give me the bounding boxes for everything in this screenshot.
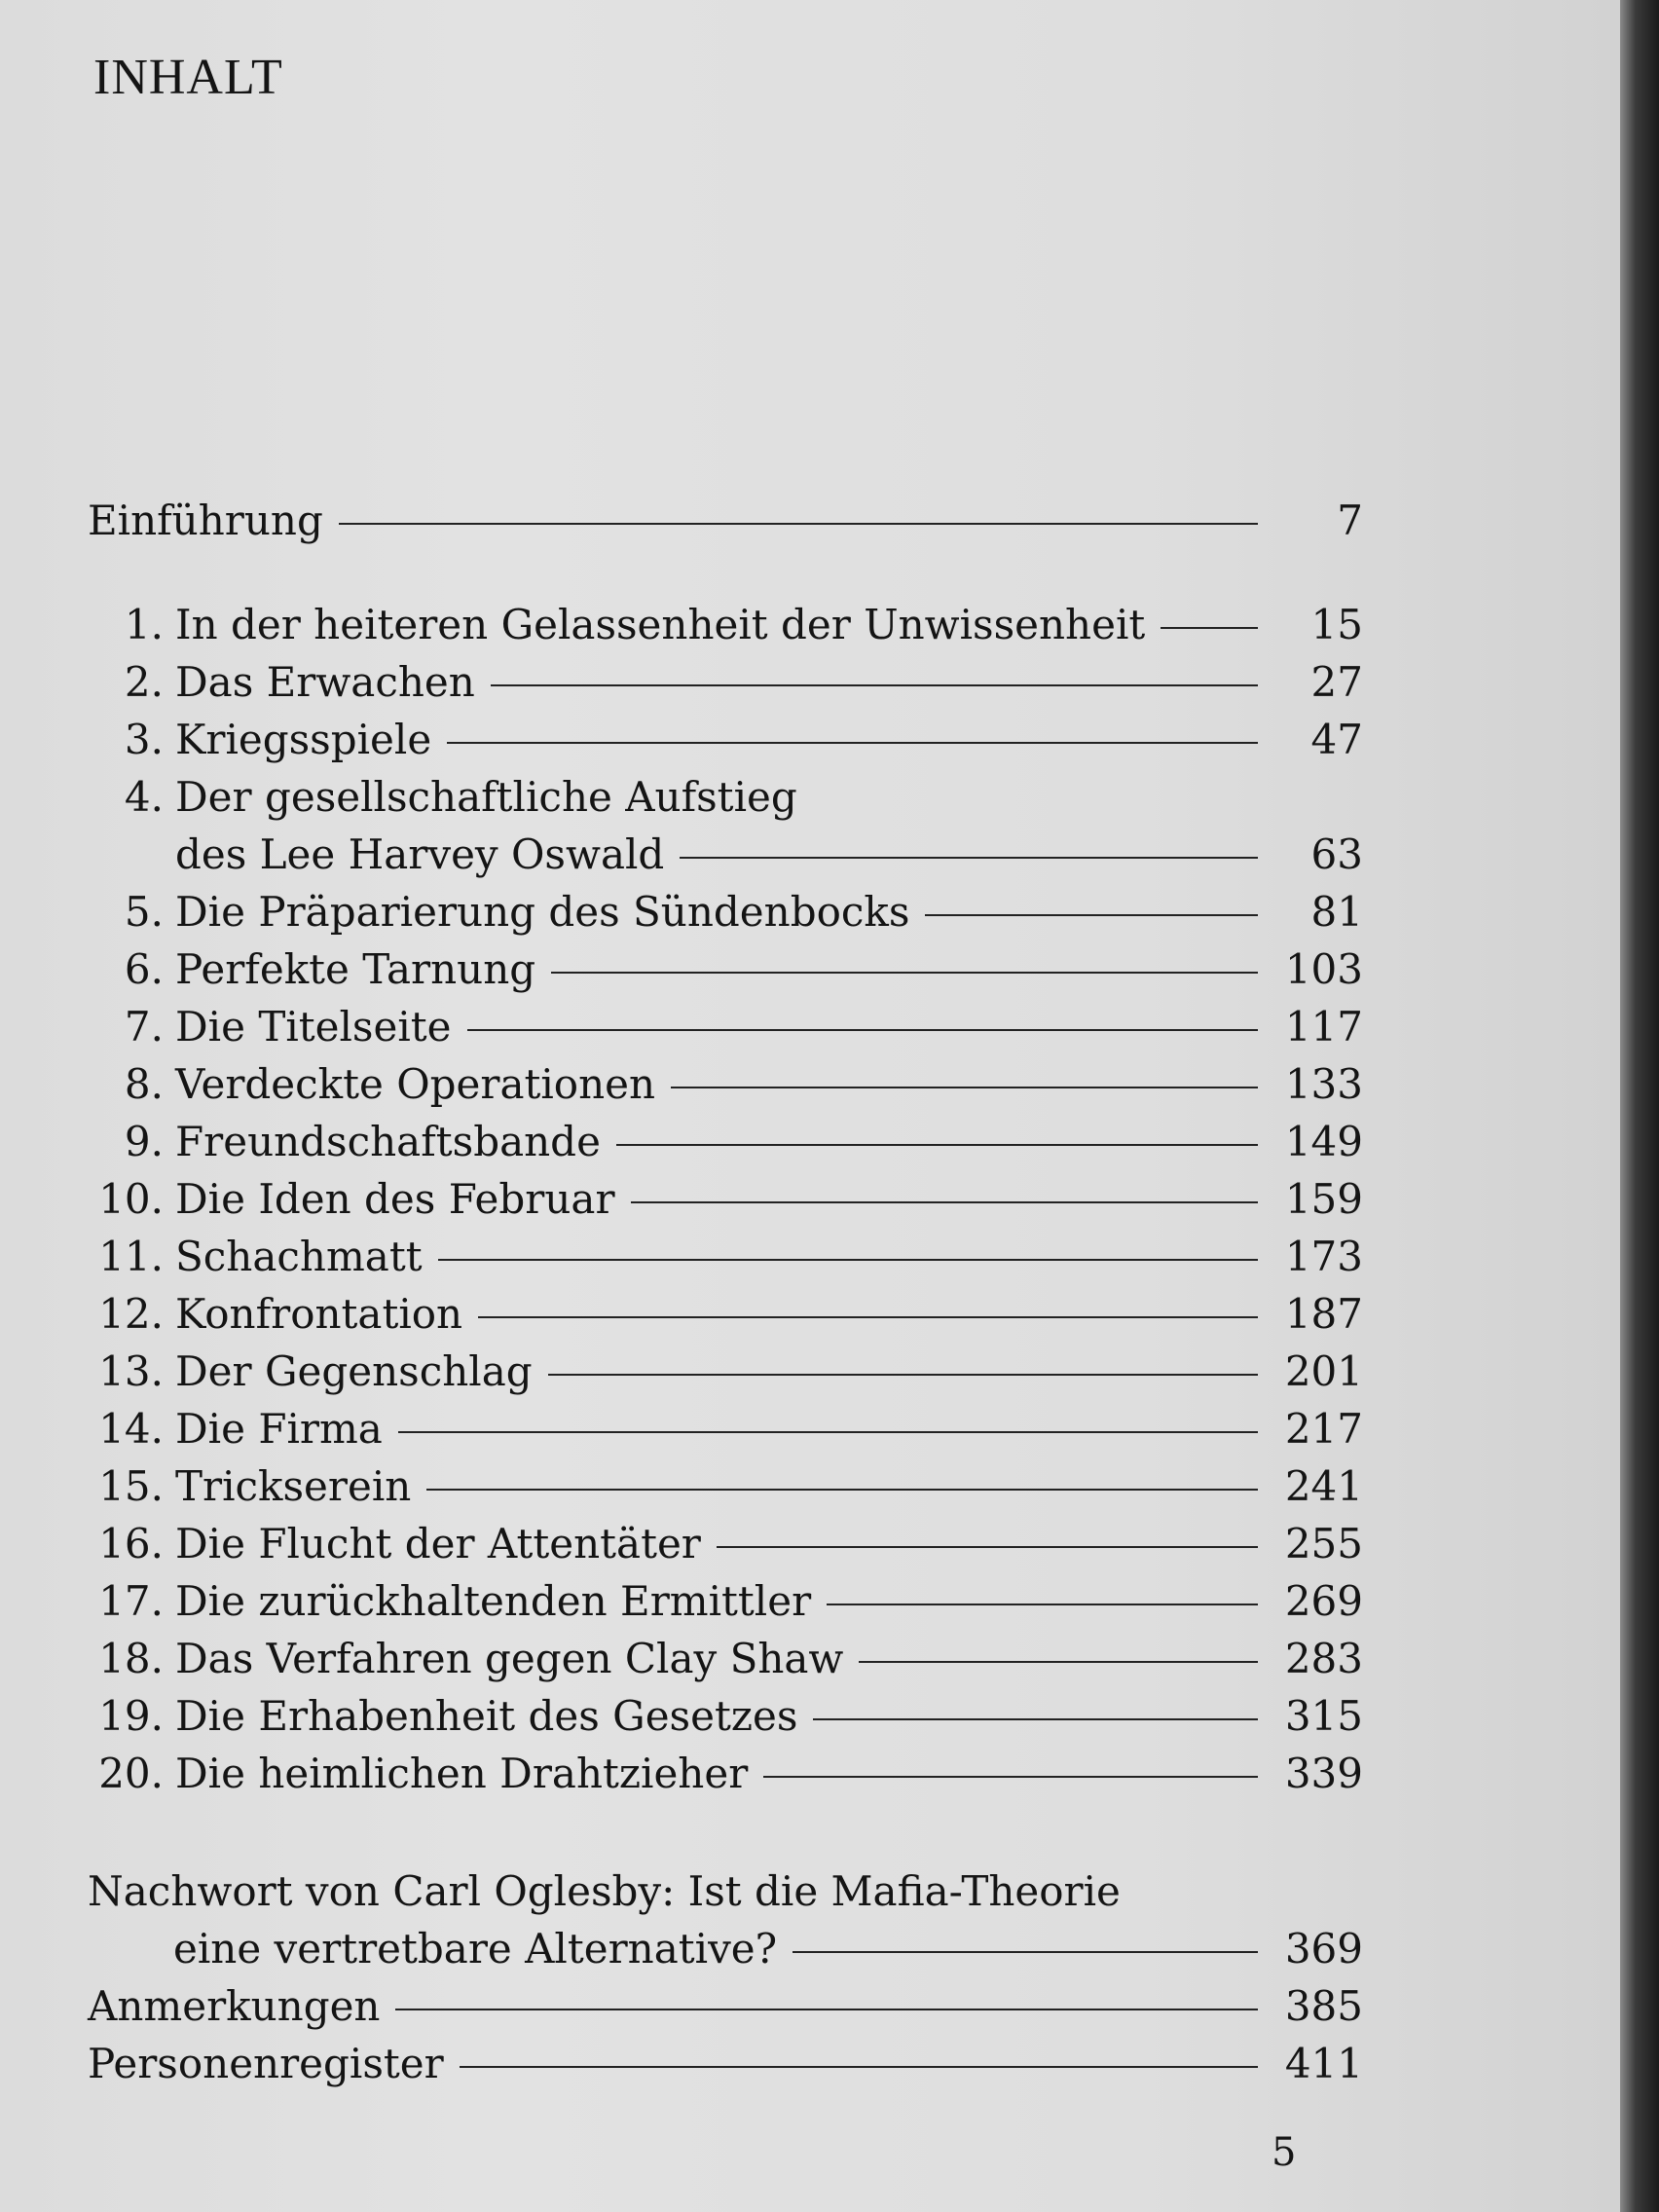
toc-entry-page: 385	[1284, 1982, 1363, 2030]
toc-entry-title: Die Firma	[175, 1405, 383, 1453]
toc-entry-number: 13.	[98, 1347, 164, 1395]
toc-entry-number: 20.	[98, 1750, 164, 1797]
toc-entry-title-continued: des Lee Harvey Oswald	[175, 830, 665, 878]
toc-entry-7	[88, 998, 1363, 1055]
toc-entry-title: Anmerkungen	[88, 1982, 381, 2030]
toc-entry-title: Einführung	[88, 497, 323, 544]
toc-entry-title: Die zurückhaltenden Ermittler	[175, 1577, 812, 1625]
toc-entry-number: 1.	[124, 601, 164, 648]
toc-entry-page: 339	[1284, 1750, 1363, 1797]
toc-entry-title: Das Erwachen	[175, 658, 475, 706]
toc-entry-1	[88, 596, 1363, 653]
toc-leader-line	[793, 1951, 1258, 1953]
toc-entry-title: Die Titelseite	[175, 1003, 452, 1051]
toc-entry-title: Das Verfahren gegen Clay Shaw	[175, 1635, 844, 1682]
toc-entry-10	[88, 1170, 1363, 1228]
toc-entry-title: Verdeckte Operationen	[175, 1060, 656, 1108]
toc-leader-line	[551, 972, 1258, 974]
toc-leader-line	[671, 1087, 1258, 1088]
toc-entry-page: 81	[1310, 888, 1363, 936]
toc-entry-9	[88, 1113, 1363, 1170]
toc-entry-number: 10.	[98, 1175, 164, 1223]
toc-entry-title: Die Präparierung des Sündenbocks	[175, 888, 910, 936]
toc-entry-page: 217	[1284, 1405, 1363, 1453]
toc-entry-page: 201	[1284, 1347, 1363, 1395]
toc-leader-line	[339, 523, 1258, 525]
toc-entry-title: Die heimlichen Drahtzieher	[175, 1750, 749, 1797]
toc-entry-number: 16.	[98, 1520, 164, 1567]
toc-entry-page: 315	[1284, 1692, 1363, 1740]
toc-entry-13	[88, 1343, 1363, 1400]
toc-entry-page: 117	[1284, 1003, 1363, 1051]
table-of-contents	[88, 492, 1363, 2092]
toc-entry-14	[88, 1400, 1363, 1457]
toc-entry-page: 283	[1284, 1635, 1363, 1682]
toc-entry-18	[88, 1630, 1363, 1687]
toc-entry-page: 159	[1284, 1175, 1363, 1223]
toc-leader-line	[763, 1776, 1258, 1778]
toc-entry-title: Die Iden des Februar	[175, 1175, 615, 1223]
toc-entry-page: 15	[1310, 601, 1363, 648]
toc-entry-16	[88, 1515, 1363, 1572]
toc-entry-11	[88, 1228, 1363, 1285]
toc-entry-page: 47	[1310, 716, 1363, 763]
toc-leader-line	[447, 742, 1258, 744]
toc-leader-line	[813, 1718, 1258, 1720]
toc-entry-page: 369	[1284, 1925, 1363, 1972]
toc-leader-line	[398, 1431, 1258, 1433]
toc-leader-line	[859, 1661, 1258, 1663]
toc-entry-2	[88, 653, 1363, 711]
toc-entry-page: 187	[1284, 1290, 1363, 1338]
toc-entry-number: 19.	[98, 1692, 164, 1740]
toc-leader-line	[680, 857, 1258, 859]
toc-entry-index	[88, 2035, 1363, 2092]
toc-entry-title: Schachmatt	[175, 1233, 423, 1280]
toc-entry-title: Personenregister	[88, 2040, 444, 2087]
toc-leader-line	[467, 1029, 1259, 1031]
toc-entry-title: Der Gegenschlag	[175, 1347, 533, 1395]
toc-entry-title: In der heiteren Gelassenheit der Unwissenheit	[175, 601, 1146, 648]
toc-entry-title-continued: eine vertretbare Alternative?	[173, 1925, 778, 1972]
toc-entry-title: Konfrontation	[175, 1290, 463, 1338]
page-number: 5	[1272, 2130, 1297, 2175]
toc-entry-number: 2.	[124, 658, 164, 706]
toc-entry-afterword	[88, 1862, 1363, 1920]
toc-entry-number: 6.	[124, 945, 164, 993]
toc-entry-title: Der gesellschaftliche Aufstieg	[175, 773, 797, 821]
toc-entry-number: 12.	[98, 1290, 164, 1338]
toc-entry-title: Nachwort von Carl Oglesby: Ist die Mafia-Theorie	[88, 1867, 1121, 1915]
toc-entry-4-continued	[88, 826, 1363, 883]
toc-entry-intro	[88, 492, 1363, 549]
book-page-edge	[1620, 0, 1659, 2212]
toc-leader-line	[827, 1604, 1258, 1605]
toc-entry-afterword-continued	[88, 1920, 1363, 1977]
toc-entry-17	[88, 1572, 1363, 1630]
toc-entry-19	[88, 1687, 1363, 1745]
toc-leader-line	[491, 684, 1258, 686]
toc-entry-number: 11.	[98, 1233, 164, 1280]
toc-leader-line	[460, 2066, 1258, 2068]
toc-leader-line	[925, 914, 1258, 916]
toc-entry-12	[88, 1285, 1363, 1343]
toc-entry-number: 8.	[124, 1060, 164, 1108]
toc-entry-notes	[88, 1977, 1363, 2035]
toc-entry-page: 269	[1284, 1577, 1363, 1625]
toc-leader-line	[1161, 627, 1258, 629]
toc-leader-line	[478, 1316, 1258, 1318]
toc-entry-8	[88, 1055, 1363, 1113]
toc-entry-15	[88, 1457, 1363, 1515]
toc-leader-line	[631, 1201, 1258, 1203]
toc-entry-number: 14.	[98, 1405, 164, 1453]
toc-entry-number: 5.	[124, 888, 164, 936]
toc-leader-line	[616, 1144, 1258, 1146]
toc-entry-number: 7.	[124, 1003, 164, 1051]
toc-entry-number: 15.	[98, 1462, 164, 1510]
toc-entry-page: 133	[1284, 1060, 1363, 1108]
toc-entry-number: 3.	[124, 716, 164, 763]
toc-entry-3	[88, 711, 1363, 768]
toc-entry-page: 63	[1310, 830, 1363, 878]
toc-entry-page: 173	[1284, 1233, 1363, 1280]
toc-entry-20	[88, 1745, 1363, 1802]
toc-entry-number: 18.	[98, 1635, 164, 1682]
toc-entry-page: 7	[1337, 497, 1363, 544]
toc-entry-title: Trickserein	[175, 1462, 412, 1510]
toc-entry-page: 411	[1284, 2040, 1363, 2087]
toc-entry-5	[88, 883, 1363, 940]
toc-entry-number: 17.	[98, 1577, 164, 1625]
toc-entry-title: Freundschaftsbande	[175, 1118, 601, 1165]
toc-entry-title: Die Flucht der Attentäter	[175, 1520, 701, 1567]
toc-leader-line	[395, 2009, 1258, 2010]
toc-leader-line	[426, 1489, 1258, 1491]
toc-entry-number: 4.	[124, 773, 164, 821]
toc-entry-title: Perfekte Tarnung	[175, 945, 536, 993]
toc-entry-page: 241	[1284, 1462, 1363, 1510]
toc-entry-page: 149	[1284, 1118, 1363, 1165]
toc-entry-page: 255	[1284, 1520, 1363, 1567]
toc-entry-page: 27	[1310, 658, 1363, 706]
toc-entry-6	[88, 940, 1363, 998]
toc-entry-4	[88, 768, 1363, 826]
toc-leader-line	[438, 1259, 1258, 1261]
page-heading: INHALT	[93, 50, 283, 105]
toc-leader-line	[548, 1374, 1258, 1376]
toc-entry-page: 103	[1284, 945, 1363, 993]
toc-entry-title: Kriegsspiele	[175, 716, 432, 763]
toc-leader-line	[717, 1546, 1258, 1548]
toc-entry-number: 9.	[124, 1118, 164, 1165]
toc-entry-title: Die Erhabenheit des Gesetzes	[175, 1692, 798, 1740]
